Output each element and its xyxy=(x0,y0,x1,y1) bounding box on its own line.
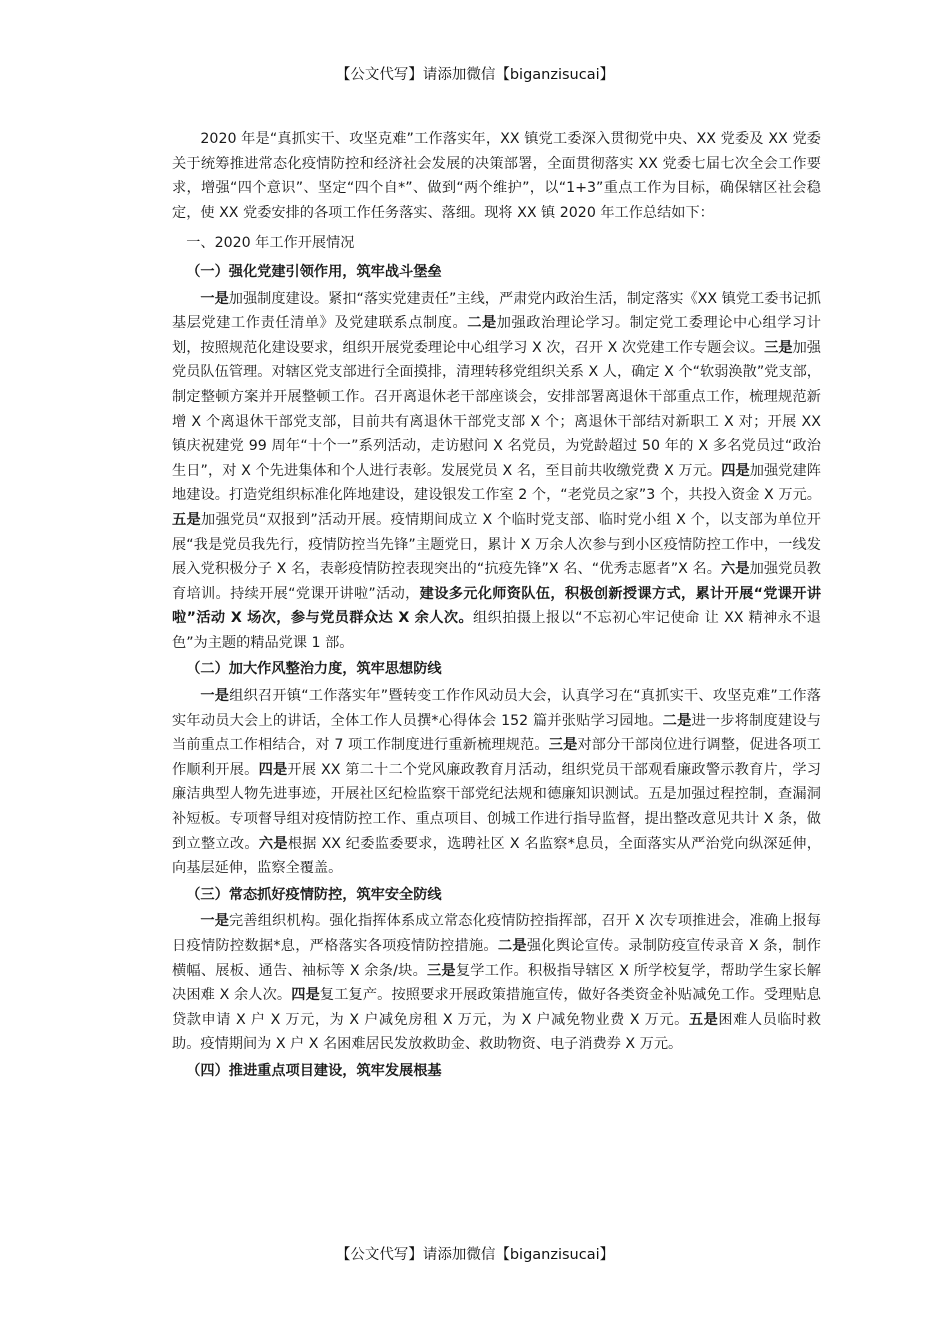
document-body xyxy=(172,127,821,1086)
item-2-text: 加强政治理论学习。制定党工委理论中心组学习计划，按照规范化建设要求，组织开展党委理论中心组学习 X 次，召开 X 次党建工作专题会议。 xyxy=(172,315,821,356)
page-header: 【公文代写】请添加微信【biganzisucai】 xyxy=(335,67,615,83)
ordinal-1: 一是 xyxy=(200,290,229,307)
item-1-text: 加强制度建设。紧扣“落实党建责任”主线，严肃党内政治生活，制定落实《XX 镇党工委书记抓基层党建工作责任清单》及党建联系点制度。 xyxy=(172,290,821,332)
item-1-text: 组织召开镇“工作落实年”暨转变工作作风动员大会，认真学习在“真抓实干、攻坚克难”工作落实年动员大会上的讲话，全体工作人员撰*心得体会 152 篇并张贴学习园地。 xyxy=(172,688,821,729)
item-4-text: 开展 XX 第二十二个党风廉政教育月活动，组织党员干部观看廉政警示教育片，学习廉洁典型人物先进事迹，开展社区纪检监察干部党纪法规和德廉知识测试。五是加强过程控制，查漏洞补短板。专项督导组对疫情防控工作、重点项目、创城工作进行指导监督，提出整改意见共计 X 条，做到立整立改。 xyxy=(172,761,821,852)
ordinal-5: 五是 xyxy=(172,511,202,528)
ordinal-5: 五是 xyxy=(688,1011,719,1028)
ordinal-3: 三是 xyxy=(764,339,793,356)
item-2-text: 进一步将制度建设与当前重点工作相结合，对 7 项工作制度进行重新梳理规范。 xyxy=(172,712,821,754)
page-footer: 【公文代写】请添加微信【biganzisucai】 xyxy=(335,1247,615,1263)
subsection-heading-4: （四）推进重点项目建设，筑牢发展根基 xyxy=(186,1062,442,1079)
ordinal-3: 三是 xyxy=(548,737,578,754)
intro-paragraph: 2020 年是“真抓实干、攻坚克难”工作落实年，XX 镇党工委深入贯彻党中央、XX 党委及 XX 党委关于统筹推进常态化疫情防控和经济社会发展的决策部署，全面贯彻落实 XX 党委七届七次全会工作要求，增强“四个意识”、坚定“四个自*”、做到“两个维护”，以“1+3”重点工作为目标，确保辖区社会稳定，使 XX 党委安排的各项工作任务落实、落细。现将 XX 镇 2020 年工作总结如下： xyxy=(172,131,821,221)
item-1-text: 完善组织机构。强化指挥体系成立常态化疫情防控指挥部，召开 X 次专项推进会，准确上报每日疫情防控数据*息，严格落实各项疫情防控措施。 xyxy=(172,913,821,954)
item-3-text: 对部分干部岗位进行调整，促进各项工作顺利开展。 xyxy=(172,737,821,778)
item-4-text: 加强党建阵地建设。打造党组织标准化阵地建设，建设银发工作室 2 个，“老党员之家”3 个，共投入资金 X 万元。 xyxy=(172,462,821,504)
item-6-tail-text: 组织拍摄上报以“不忘初心牢记使命 让 XX 精神永不退色”为主题的精品党课 1 部。 xyxy=(172,610,821,651)
item-5-text: 困难人员临时救助。疫情期间为 X 户 X 名困难居民发放救助金、救助物资、电子消费券 X 万元。 xyxy=(172,1011,821,1053)
item-3-text: 加强党员队伍管理。对辖区党支部进行全面摸排，清理转移党组织关系 X 人，确定 X 个“软弱涣散”党支部，制定整顿方案并开展整顿工作。召开离退休老干部座谈会，安排部署离退休干部重点工作，梳理规范新增 X 个离退休干部党支部，目前共有离退休干部党支部 X 个；离退休干部结对新职工 X 对；开展 XX 镇庆祝建党 99 周年“十个一”系列活动，走访慰问 X 名党员，为党龄超过 50 年的 X 多名党员过“政治生日”，对 X 个先进集体和个人进行表彰。发展党员 X 名，至目前共收缴党费 X 万元。 xyxy=(172,339,821,479)
ordinal-4: 四是 xyxy=(291,987,320,1004)
subsection-2-paragraph xyxy=(172,684,821,881)
item-4-text: 复工复产。按照要求开展政策措施宣传，做好各类资金补贴减免工作。受理贴息贷款申请 X 户 X 万元，为 X 户减免房租 X 万元，为 X 户减免物业费 X 万元。 xyxy=(172,987,821,1028)
ordinal-1: 一是 xyxy=(200,913,230,930)
subsection-3-paragraph xyxy=(172,909,821,1057)
subsection-1-paragraph xyxy=(172,287,821,656)
subsection-heading-1: （一）强化党建引领作用，筑牢战斗堡垒 xyxy=(186,263,442,280)
ordinal-4: 四是 xyxy=(258,761,288,778)
ordinal-1: 一是 xyxy=(200,688,230,705)
item-6-text: 根据 XX 纪委监委要求，选聘社区 X 名监察*息员，全面落实从严治党向纵深延伸，向基层延伸，监察全覆盖。 xyxy=(172,835,821,877)
item-6-text: 加强党员教育培训。持续开展“党课开讲啦”活动， xyxy=(172,561,821,602)
item-5-text: 加强党员“双报到”活动开展。疫情期间成立 X 个临时党支部、临时党小组 X 个，以支部为单位开展“我是党员我先行，疫情防控当先锋”主题党日，累计 X 万余人次参与到小区疫情防控工作中，一线发展入党积极分子 X 名，表彰疫情防控表现突出的“抗疫先锋”X 名、“优秀志愿者”X 名。 xyxy=(172,511,821,578)
subsection-heading-3: （三）常态抓好疫情防控，筑牢安全防线 xyxy=(186,886,442,903)
ordinal-2: 二是 xyxy=(662,712,692,729)
ordinal-2: 二是 xyxy=(497,938,527,954)
ordinal-3: 三是 xyxy=(427,962,456,979)
ordinal-4: 四是 xyxy=(721,462,750,479)
item-6-bold-text: 建设多元化师资队伍，积极创新授课方式，累计开展“党课开讲啦”活动 X 场次，参与党员群众达 X 余人次。 xyxy=(172,585,822,627)
ordinal-2: 二是 xyxy=(467,315,497,332)
item-2-text: 强化舆论宣传。录制防疫宣传录音 X 条，制作横幅、展板、通告、袖标等 X 余条/块。 xyxy=(172,938,821,979)
ordinal-6: 六是 xyxy=(721,561,750,578)
ordinal-6: 六是 xyxy=(258,835,288,852)
subsection-heading-2: （二）加大作风整治力度，筑牢思想防线 xyxy=(186,661,442,678)
item-3-text: 复学工作。积极指导辖区 X 所学校复学，帮助学生家长解决困难 X 余人次。 xyxy=(172,962,821,1004)
section-heading-1: 一、2020 年工作开展情况 xyxy=(186,235,355,252)
